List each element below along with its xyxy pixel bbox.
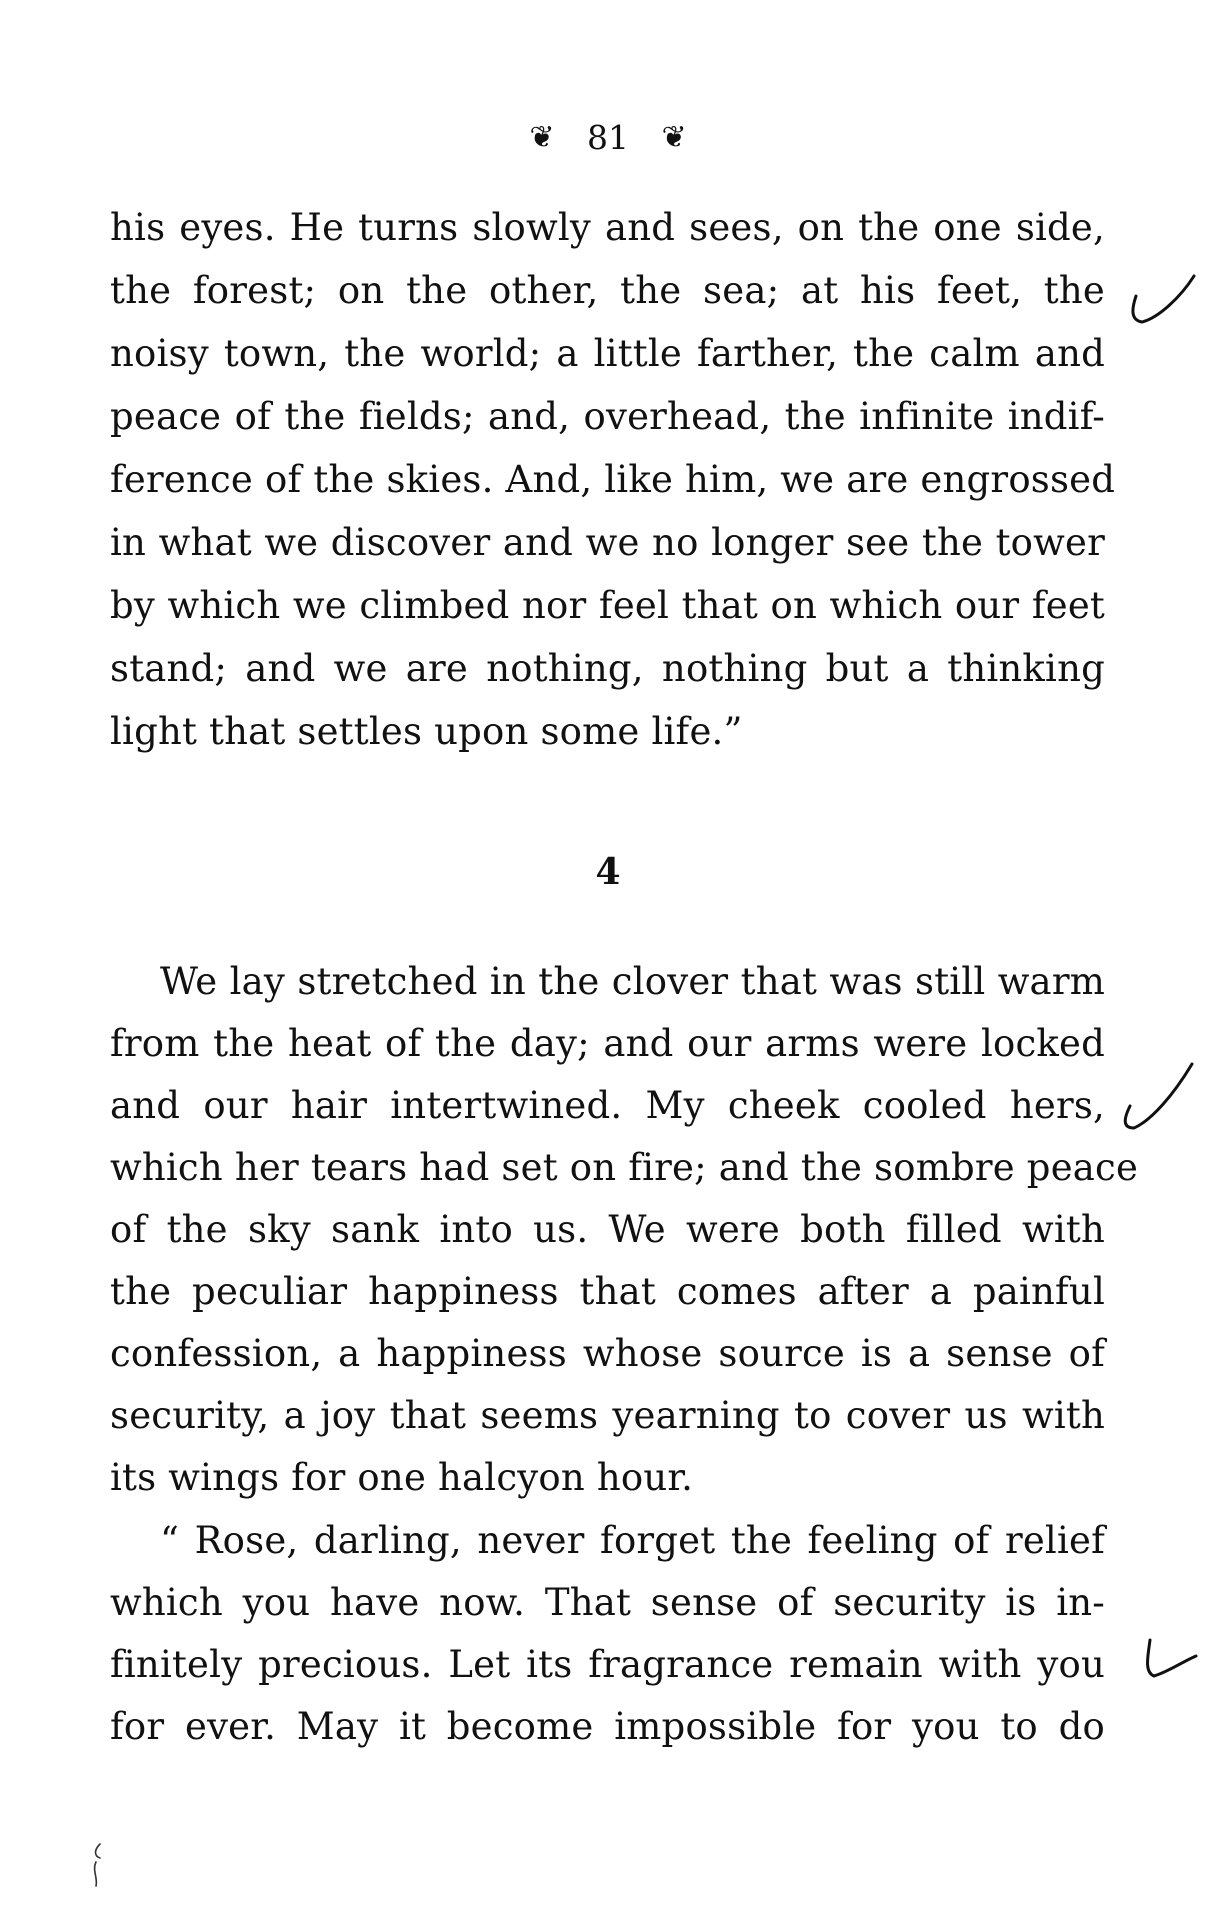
text-line: his eyes. He turns slowly and sees, on the one side, xyxy=(110,206,1105,249)
text-line: from the heat of the day; and our arms were locked xyxy=(110,1022,1105,1065)
text-line: which you have now. That sense of security is in- xyxy=(110,1581,1105,1624)
paragraph-we-lay xyxy=(110,951,1139,1509)
section-number: 4 xyxy=(595,851,621,893)
text-line: finitely precious. Let its fragrance remain with you xyxy=(110,1643,1105,1686)
text-line: peace of the fields; and, overhead, the infinite indif- xyxy=(110,395,1105,438)
margin-scribble-icon xyxy=(88,1840,108,1896)
text-line: security, a joy that seems yearning to cover us with xyxy=(110,1394,1105,1437)
text-line: light that settles upon some life.” xyxy=(110,710,743,753)
text-line: We lay stretched in the clover that was still warm xyxy=(160,960,1105,1003)
paragraph-continuation xyxy=(110,196,1116,763)
ornament-left-icon: ❦ xyxy=(529,120,555,155)
text-line: and our hair intertwined. My cheek cooled hers, xyxy=(110,1084,1105,1127)
page-number: 81 xyxy=(587,118,629,157)
text-line: ference of the skies. And, like him, we are engrossed xyxy=(110,458,1116,501)
text-line: of the sky sank into us. We were both filled with xyxy=(110,1208,1105,1251)
text-line: which her tears had set on fire; and the sombre peace xyxy=(110,1146,1139,1189)
text-line: noisy town, the world; a little farther, the calm and xyxy=(110,332,1105,375)
handwritten-check-mark-icon xyxy=(1140,1628,1200,1688)
handwritten-check-mark-icon xyxy=(1128,268,1198,328)
page-header xyxy=(0,118,1216,160)
text-line: “ Rose, darling, never forget the feeling of relief xyxy=(160,1519,1105,1562)
handwritten-check-mark-icon xyxy=(1118,1060,1198,1140)
text-line: its wings for one halcyon hour. xyxy=(110,1456,694,1499)
text-line: stand; and we are nothing, nothing but a thinking xyxy=(110,647,1105,690)
text-line: by which we climbed nor feel that on which our feet xyxy=(110,584,1105,627)
text-line: in what we discover and we no longer see the tower xyxy=(110,521,1105,564)
paragraph-rose-darling xyxy=(110,1510,1105,1758)
text-line: confession, a happiness whose source is a sense of xyxy=(110,1332,1105,1375)
text-line: for ever. May it become impossible for you to do xyxy=(110,1705,1105,1748)
text-line: the peculiar happiness that comes after a painful xyxy=(110,1270,1105,1313)
text-line: the forest; on the other, the sea; at his feet, the xyxy=(110,269,1105,312)
ornament-right-icon: ❦ xyxy=(661,120,687,155)
